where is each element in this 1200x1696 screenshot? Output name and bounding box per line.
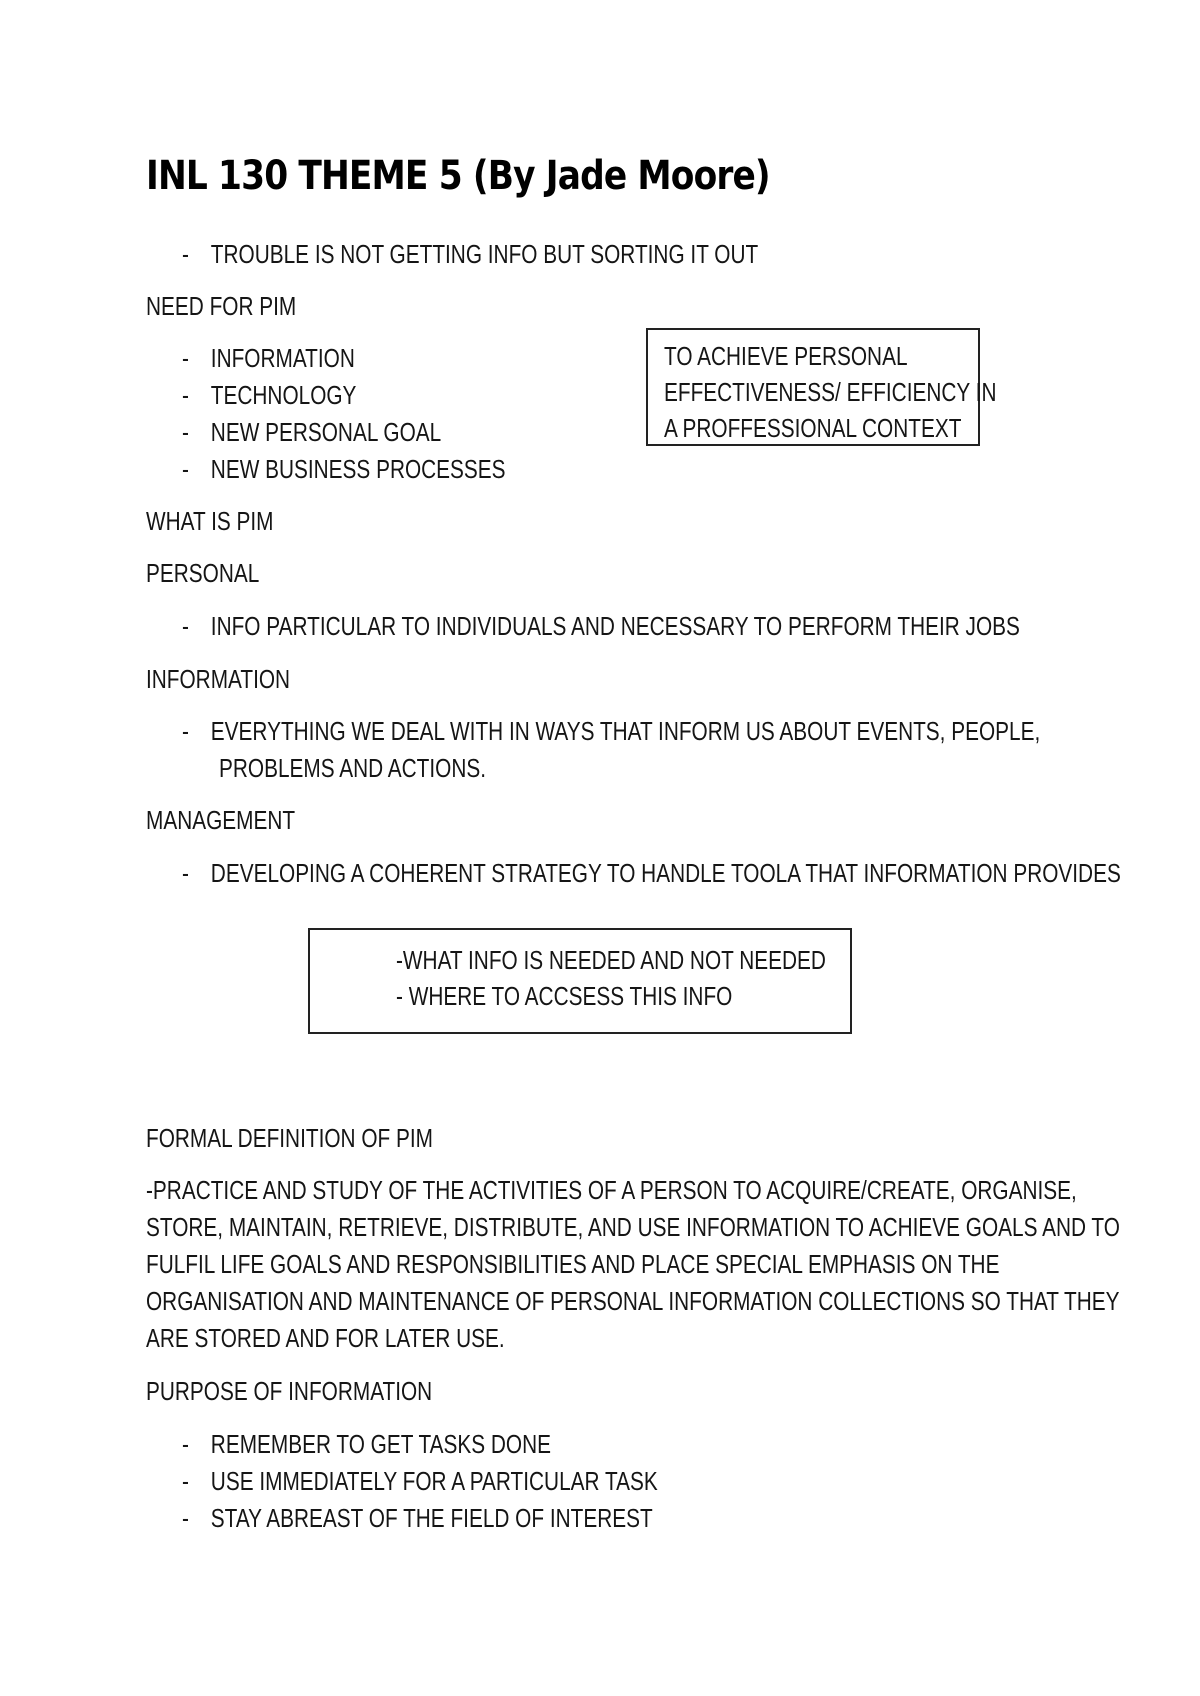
callout-box-info-needs — [308, 928, 852, 1034]
bullet-text: TROUBLE IS NOT GETTING INFO BUT SORTING IT OUT — [210, 239, 759, 269]
bullet-text: STAY ABREAST OF THE FIELD OF INTEREST — [210, 1503, 653, 1533]
callout-line-1: -WHAT INFO IS NEEDED AND NOT NEEDED — [396, 945, 826, 975]
bullet-marker: - — [182, 1466, 189, 1496]
heading-need-for-pim: NEED FOR PIM — [146, 291, 297, 321]
document-title: INL 130 THEME 5 (By Jade Moore) — [146, 153, 770, 199]
bullet-marker: - — [182, 716, 189, 746]
heading-management: MANAGEMENT — [146, 805, 296, 835]
callout-line-2: - WHERE TO ACCSESS THIS INFO — [396, 981, 733, 1011]
bullet-text: USE IMMEDIATELY FOR A PARTICULAR TASK — [210, 1466, 658, 1496]
bullet-marker: - — [182, 454, 189, 484]
bullet-marker: - — [182, 1429, 189, 1459]
heading-what-is-pim: WHAT IS PIM — [146, 506, 274, 536]
definition-line-1: -PRACTICE AND STUDY OF THE ACTIVITIES OF A PERSON TO ACQUIRE/CREATE, ORGANISE, — [146, 1175, 1077, 1205]
callout-line-2: EFFECTIVENESS/ EFFICIENCY IN — [664, 377, 997, 407]
bullet-marker: - — [182, 239, 189, 269]
intro-bullet — [182, 236, 758, 273]
management-bullet — [182, 855, 1121, 892]
bullet-text: NEW BUSINESS PROCESSES — [210, 454, 506, 484]
heading-information: INFORMATION — [146, 664, 291, 694]
definition-line-4: ORGANISATION AND MAINTENANCE OF PERSONAL INFORMATION COLLECTIONS SO THAT THEY — [146, 1286, 1120, 1316]
bullet-marker: - — [182, 343, 189, 373]
definition-line-3: FULFIL LIFE GOALS AND RESPONSIBILITIES AND PLACE SPECIAL EMPHASIS ON THE — [146, 1249, 1000, 1279]
bullet-text: NEW PERSONAL GOAL — [210, 417, 442, 447]
callout-line-1: TO ACHIEVE PERSONAL — [664, 341, 908, 371]
need-item-3 — [182, 414, 441, 451]
bullet-text: TECHNOLOGY — [210, 380, 357, 410]
heading-purpose: PURPOSE OF INFORMATION — [146, 1376, 433, 1406]
bullet-text: REMEMBER TO GET TASKS DONE — [210, 1429, 552, 1459]
definition-line-5: ARE STORED AND FOR LATER USE. — [146, 1323, 505, 1353]
bullet-text: EVERYTHING WE DEAL WITH IN WAYS THAT INFORM US ABOUT EVENTS, PEOPLE, — [210, 716, 1041, 746]
information-bullet — [182, 713, 1040, 750]
personal-bullet — [182, 608, 1020, 645]
need-item-4 — [182, 451, 506, 488]
heading-formal-definition: FORMAL DEFINITION OF PIM — [146, 1123, 433, 1153]
purpose-item-3 — [182, 1500, 653, 1537]
bullet-marker: - — [182, 1503, 189, 1533]
definition-line-2: STORE, MAINTAIN, RETRIEVE, DISTRIBUTE, AND USE INFORMATION TO ACHIEVE GOALS AND TO — [146, 1212, 1120, 1242]
bullet-marker: - — [182, 380, 189, 410]
bullet-text: DEVELOPING A COHERENT STRATEGY TO HANDLE TOOLA THAT INFORMATION PROVIDES — [210, 858, 1121, 888]
bullet-marker: - — [182, 858, 189, 888]
bullet-marker: - — [182, 611, 189, 641]
callout-box-effectiveness — [646, 328, 997, 446]
bullet-marker: - — [182, 417, 189, 447]
bullet-text: INFO PARTICULAR TO INDIVIDUALS AND NECESSARY TO PERFORM THEIR JOBS — [210, 611, 1020, 641]
information-bullet-continued: PROBLEMS AND ACTIONS. — [219, 753, 486, 783]
callout-line-3: A PROFFESSIONAL CONTEXT — [664, 413, 962, 443]
bullet-text: INFORMATION — [210, 343, 355, 373]
heading-personal: PERSONAL — [146, 558, 260, 588]
purpose-item-2 — [182, 1463, 658, 1500]
need-item-2 — [182, 377, 356, 414]
purpose-item-1 — [182, 1426, 551, 1463]
need-item-1 — [182, 340, 355, 377]
